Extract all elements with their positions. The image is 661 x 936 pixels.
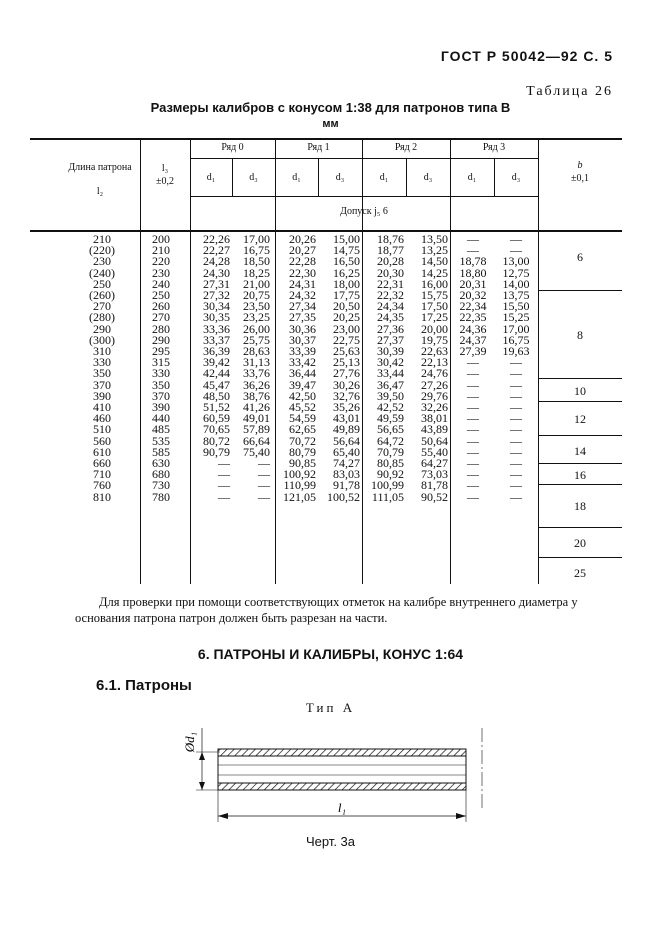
column-ls: 200 210 220 230 240 250 260 270 280 290 295 315 330 350 370 390 440 485 535 585 630 680 730 780 xyxy=(152,232,170,504)
header-r3-d3: d₃ xyxy=(511,172,521,183)
header-r2-d1: d₁ xyxy=(379,172,389,183)
header-row-0: Ряд 0 xyxy=(221,142,244,153)
dimension-diameter-label: Ød₁ xyxy=(182,731,197,753)
column-r3-d3: — — 13,00 12,75 14,00 13,75 15,50 15,25 17,00 16,75 19,63 — — — — — — — — — — — — — xyxy=(502,232,530,504)
column-length: 210 (220) 230 (240) 250 (260) 270 (280) 290 (300) 310 330 350 370 390 410 460 510 560 610 660 710 760 810 xyxy=(89,232,115,504)
header-r3-d1: d₁ xyxy=(467,172,477,183)
b-value: 14 xyxy=(574,444,586,458)
b-value: 8 xyxy=(577,328,583,342)
column-r2-d1: 18,76 18,77 20,28 20,30 22,31 22,32 24,34 24,35 27,36 27,37 30,39 30,42 33,44 36,47 39,50 42,52 49,59 56,65 64,72 70,79 80,85 90,92 100,99 111,05 xyxy=(371,232,404,504)
b-value: 25 xyxy=(574,566,586,580)
b-value: 20 xyxy=(574,536,586,550)
header-r0-d1: d₁ xyxy=(206,172,216,183)
header-b: b xyxy=(577,160,583,171)
header-length: Длина патрона xyxy=(68,162,132,173)
b-value: 10 xyxy=(574,384,586,398)
header-row-1: Ряд 1 xyxy=(307,142,330,153)
table-units: мм xyxy=(322,118,339,130)
header-r1-d1: d₁ xyxy=(292,172,301,183)
cartridge-drawing xyxy=(180,718,500,830)
dimension-length-label: l₁ xyxy=(337,800,347,815)
column-r1-d1: 20,26 20,27 22,28 22,30 24,31 24,32 27,34 27,35 30,36 30,37 33,39 33,42 36,44 39,47 42,50 45,52 54,59 62,65 70,72 80,79 90,85 100,92 110,99 121,05 xyxy=(283,232,316,504)
column-r2-d3: 13,50 13,25 14,50 14,25 16,00 15,75 17,50 17,25 20,00 19,75 22,63 22,13 24,76 27,26 29,76 32,26 38,01 43,89 50,64 55,40 64,27 73,03 81,78 90,52 xyxy=(421,232,448,504)
column-r1-d3: 15,00 14,75 16,50 16,25 18,00 17,75 20,50 20,25 23,00 22,75 25,63 25,13 27,76 30,26 32,76 35,26 43,01 49,89 56,64 65,40 74,27 83,03 91,78 100,52 xyxy=(327,232,360,504)
header-r2-d3: d₃ xyxy=(423,172,433,183)
b-value: 16 xyxy=(574,468,586,482)
b-value: 12 xyxy=(574,412,586,426)
b-value: 6 xyxy=(577,250,583,264)
subsection-title: 6.1. Патроны xyxy=(96,677,192,694)
header-r0-d3: d₃ xyxy=(249,172,258,183)
column-r3-d1: — — 18,78 18,80 20,31 20,32 22,34 22,35 24,36 24,37 27,39 — — — — — — — — — — — — — xyxy=(459,232,487,504)
section-title: 6. ПАТРОНЫ И КАЛИБРЫ, КОНУС 1:64 xyxy=(197,646,464,662)
header-tolerance: Допуск j₅ 6 xyxy=(340,206,388,217)
header-row-2: Ряд 2 xyxy=(394,142,418,153)
header-row-3: Ряд 3 xyxy=(482,142,506,153)
table-title: Размеры калибров с конусом 1:38 для патронов типа B xyxy=(150,100,511,115)
table-note: Для проверки при помощи соответствующих отметок на калибре внутреннего диаметра у основания патрона патрон должен быть разрезан на части. xyxy=(75,595,578,625)
header-b-tolerance: ±0,1 xyxy=(571,173,589,184)
header-r1-d3: d₃ xyxy=(335,172,345,183)
figure-caption: Черт. 3а xyxy=(305,834,356,849)
header-ls-tolerance: ±0,2 xyxy=(156,176,174,187)
header-ls: l₃ xyxy=(161,163,169,174)
table-number: Таблица 26 xyxy=(526,84,613,99)
b-value: 18 xyxy=(574,499,586,513)
page-header: ГОСТ Р 50042—92 С. 5 xyxy=(440,48,613,64)
type-label: Тип A xyxy=(305,700,356,715)
column-r0-d1: 22,26 22,27 24,28 24,30 27,31 27,32 30,34 30,35 33,36 33,37 36,39 39,42 42,44 45,47 48,50 51,52 60,59 70,65 80,72 90,79 — — — — xyxy=(203,232,230,504)
header-length-symbol: l₂ xyxy=(96,186,104,197)
column-r0-d3: 17,00 16,75 18,50 18,25 21,00 20,75 23,50 23,25 26,00 25,75 28,63 31,13 33,76 36,26 38,76 41,26 49,01 57,89 66,64 75,40 — — — — xyxy=(243,232,270,504)
